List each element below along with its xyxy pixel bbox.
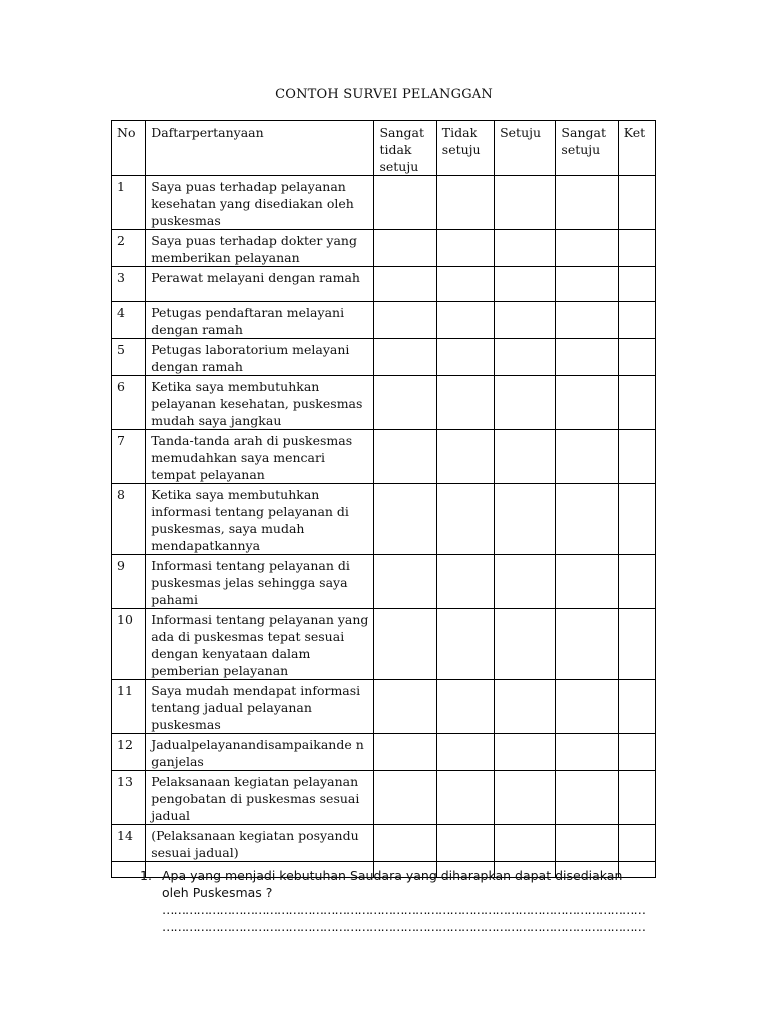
cell-tidak-setuju[interactable] xyxy=(436,176,494,230)
table-row xyxy=(112,609,656,680)
cell-sangat-tidak-setuju[interactable] xyxy=(374,176,436,230)
row-question: Ketika saya membutuhkan informasi tentang pelayanan di puskesmas, saya mudah mendapatkannya xyxy=(146,484,374,555)
cell-sangat-setuju[interactable] xyxy=(556,302,618,339)
question-number: 1. xyxy=(140,868,152,883)
row-number: 3 xyxy=(112,267,146,302)
header-no: No xyxy=(112,121,146,176)
open-question xyxy=(140,867,645,935)
cell-setuju[interactable] xyxy=(495,376,556,430)
cell-ket[interactable] xyxy=(618,376,655,430)
cell-setuju[interactable] xyxy=(495,339,556,376)
table-row xyxy=(112,267,656,302)
cell-sangat-setuju[interactable] xyxy=(556,430,618,484)
row-question: Saya puas terhadap pelayanan kesehatan yang disediakan oleh puskesmas xyxy=(146,176,374,230)
row-question: Tanda-tanda arah di puskesmas memudahkan saya mencari tempat pelayanan xyxy=(146,430,374,484)
cell-setuju[interactable] xyxy=(495,302,556,339)
row-question: Ketika saya membutuhkan pelayanan kesehatan, puskesmas mudah saya jangkau xyxy=(146,376,374,430)
cell-ket[interactable] xyxy=(618,680,655,734)
header-sangat-tidak-setuju: Sangat tidak setuju xyxy=(374,121,436,176)
open-questions xyxy=(140,867,645,935)
row-question: Saya puas terhadap dokter yang memberikan pelayanan xyxy=(146,230,374,267)
cell-tidak-setuju[interactable] xyxy=(436,376,494,430)
cell-ket[interactable] xyxy=(618,484,655,555)
cell-ket[interactable] xyxy=(618,825,655,862)
cell-tidak-setuju[interactable] xyxy=(436,825,494,862)
table-row xyxy=(112,825,656,862)
cell-sangat-tidak-setuju[interactable] xyxy=(374,267,436,302)
header-setuju: Setuju xyxy=(495,121,556,176)
table-row xyxy=(112,771,656,825)
cell-ket[interactable] xyxy=(618,734,655,771)
answer-line[interactable]: ……………………………………………………………………………………………………………… xyxy=(162,919,645,934)
cell-sangat-setuju[interactable] xyxy=(556,609,618,680)
row-number: 8 xyxy=(112,484,146,555)
cell-ket[interactable] xyxy=(618,555,655,609)
row-number: 1 xyxy=(112,176,146,230)
cell-sangat-setuju[interactable] xyxy=(556,376,618,430)
cell-sangat-tidak-setuju[interactable] xyxy=(374,339,436,376)
cell-sangat-setuju[interactable] xyxy=(556,267,618,302)
cell-ket[interactable] xyxy=(618,430,655,484)
cell-sangat-tidak-setuju[interactable] xyxy=(374,771,436,825)
cell-sangat-setuju[interactable] xyxy=(556,771,618,825)
cell-sangat-setuju[interactable] xyxy=(556,176,618,230)
table-row xyxy=(112,339,656,376)
row-question: Jadualpelayanandisampaikande nganjelas xyxy=(146,734,374,771)
cell-sangat-setuju[interactable] xyxy=(556,339,618,376)
cell-ket[interactable] xyxy=(618,267,655,302)
cell-tidak-setuju[interactable] xyxy=(436,609,494,680)
table-row xyxy=(112,430,656,484)
header-ket: Ket xyxy=(618,121,655,176)
cell-setuju[interactable] xyxy=(495,609,556,680)
cell-sangat-tidak-setuju[interactable] xyxy=(374,680,436,734)
row-question: Petugas pendaftaran melayani dengan ramah xyxy=(146,302,374,339)
cell-tidak-setuju[interactable] xyxy=(436,680,494,734)
cell-setuju[interactable] xyxy=(495,771,556,825)
row-question: Informasi tentang pelayanan di puskesmas jelas sehingga saya pahami xyxy=(146,555,374,609)
table-row xyxy=(112,555,656,609)
cell-sangat-tidak-setuju[interactable] xyxy=(374,484,436,555)
row-question: Saya mudah mendapat informasi tentang jadual pelayanan puskesmas xyxy=(146,680,374,734)
cell-ket[interactable] xyxy=(618,339,655,376)
cell-sangat-setuju[interactable] xyxy=(556,230,618,267)
cell-tidak-setuju[interactable] xyxy=(436,771,494,825)
cell-setuju[interactable] xyxy=(495,555,556,609)
cell-setuju[interactable] xyxy=(495,430,556,484)
cell-sangat-tidak-setuju[interactable] xyxy=(374,825,436,862)
table-row xyxy=(112,230,656,267)
row-question: Petugas laboratorium melayani dengan ramah xyxy=(146,339,374,376)
table-header-row xyxy=(112,121,656,176)
row-number: 7 xyxy=(112,430,146,484)
cell-sangat-tidak-setuju[interactable] xyxy=(374,302,436,339)
cell-setuju[interactable] xyxy=(495,825,556,862)
header-question: Daftarpertanyaan xyxy=(146,121,374,176)
table-row xyxy=(112,680,656,734)
cell-setuju[interactable] xyxy=(495,734,556,771)
row-number: 6 xyxy=(112,376,146,430)
cell-tidak-setuju[interactable] xyxy=(436,230,494,267)
cell-tidak-setuju[interactable] xyxy=(436,484,494,555)
row-number: 9 xyxy=(112,555,146,609)
cell-ket[interactable] xyxy=(618,302,655,339)
cell-sangat-tidak-setuju[interactable] xyxy=(374,230,436,267)
table-row xyxy=(112,484,656,555)
cell-setuju[interactable] xyxy=(495,680,556,734)
table-row xyxy=(112,376,656,430)
row-number: 13 xyxy=(112,771,146,825)
table-row xyxy=(112,176,656,230)
cell-sangat-tidak-setuju[interactable] xyxy=(374,376,436,430)
question-text: Apa yang menjadi kebutuhan Saudara yang diharapkan dapat disediakan oleh Puskesmas ? xyxy=(162,868,623,900)
cell-sangat-tidak-setuju[interactable] xyxy=(374,430,436,484)
cell-ket[interactable] xyxy=(618,230,655,267)
cell-setuju[interactable] xyxy=(495,484,556,555)
row-number: 10 xyxy=(112,609,146,680)
row-number: 14 xyxy=(112,825,146,862)
cell-sangat-setuju[interactable] xyxy=(556,734,618,771)
cell-tidak-setuju[interactable] xyxy=(436,734,494,771)
page-title: CONTOH SURVEI PELANGGAN xyxy=(275,87,493,102)
row-question: Pelaksanaan kegiatan pelayanan pengobatan di puskesmas sesuai jadual xyxy=(146,771,374,825)
row-number: 5 xyxy=(112,339,146,376)
row-question: (Pelaksanaan kegiatan posyandu sesuai jadual) xyxy=(146,825,374,862)
cell-ket[interactable] xyxy=(618,609,655,680)
table-row xyxy=(112,302,656,339)
cell-ket[interactable] xyxy=(618,176,655,230)
row-number: 12 xyxy=(112,734,146,771)
row-number: 11 xyxy=(112,680,146,734)
cell-tidak-setuju[interactable] xyxy=(436,555,494,609)
cell-tidak-setuju[interactable] xyxy=(436,267,494,302)
row-question: Informasi tentang pelayanan yang ada di puskesmas tepat sesuai dengan kenyataan dalam pemberian pelayanan xyxy=(146,609,374,680)
cell-tidak-setuju[interactable] xyxy=(436,339,494,376)
header-tidak-setuju: Tidak setuju xyxy=(436,121,494,176)
cell-setuju[interactable] xyxy=(495,230,556,267)
cell-sangat-tidak-setuju[interactable] xyxy=(374,609,436,680)
cell-ket[interactable] xyxy=(618,771,655,825)
cell-setuju[interactable] xyxy=(495,267,556,302)
cell-sangat-setuju[interactable] xyxy=(556,555,618,609)
header-sangat-setuju: Sangat setuju xyxy=(556,121,618,176)
survey-table xyxy=(111,120,656,878)
cell-sangat-tidak-setuju[interactable] xyxy=(374,734,436,771)
row-number: 2 xyxy=(112,230,146,267)
cell-setuju[interactable] xyxy=(495,176,556,230)
row-question: Perawat melayani dengan ramah xyxy=(146,267,374,302)
cell-tidak-setuju[interactable] xyxy=(436,302,494,339)
cell-sangat-setuju[interactable] xyxy=(556,680,618,734)
table-row xyxy=(112,734,656,771)
cell-tidak-setuju[interactable] xyxy=(436,430,494,484)
cell-sangat-setuju[interactable] xyxy=(556,825,618,862)
row-number: 4 xyxy=(112,302,146,339)
answer-line[interactable]: ……………………………………………………………………………………………………………… xyxy=(162,902,645,917)
cell-sangat-tidak-setuju[interactable] xyxy=(374,555,436,609)
cell-sangat-setuju[interactable] xyxy=(556,484,618,555)
